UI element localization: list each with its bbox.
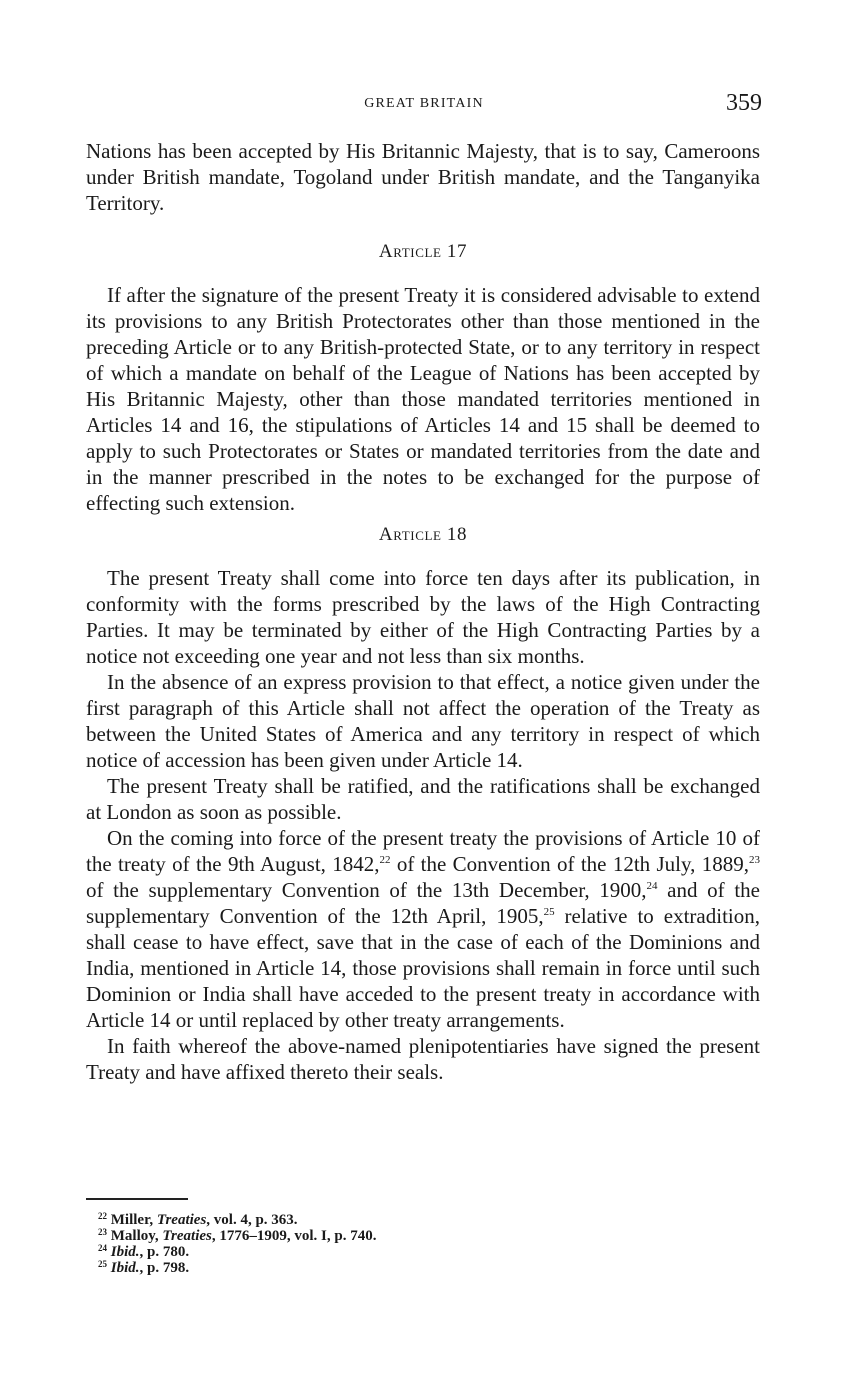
article-18-paragraph-1: The present Treaty shall come into force ten days after its publication, in conformity with the forms prescribed by the laws of the High Contracting Parties. It may be terminated by either of the High Contracting Parties by a notice not exceeding one year and not less than six months.: [86, 566, 760, 668]
paragraph-4-text: of the supplementary Convention of the 13th December, 1900,: [86, 878, 647, 902]
article-18-paragraph-5: In faith whereof the above-named plenipotentiaries have signed the present Treaty and have affixed thereto their seals.: [86, 1034, 760, 1084]
footnote-ref-23: 23: [749, 854, 760, 866]
paragraph-4-text: relative to extradition, shall cease to have effect, save that in the case of each of the Dominions and India, mentioned in Article 14, those provisions shall remain in force until such Dominion or India shall have acceded to the present treaty in accordance with Article 14 or until replaced by other treaty arrangements.: [86, 904, 760, 1032]
footnote-divider: [86, 1198, 188, 1200]
running-head: [86, 90, 762, 118]
footnote-citation: , p. 780.: [139, 1244, 190, 1260]
footnote-ref-22: 22: [379, 854, 391, 866]
footnote-25: [98, 1260, 376, 1276]
footnote-23: [98, 1228, 376, 1244]
article-18-heading: Article 18: [378, 524, 468, 545]
footnote-ref-24: 24: [646, 880, 658, 892]
footnote-citation: , 1776–1909, vol. I, p. 740.: [211, 1228, 377, 1244]
article-18-paragraph-2: In the absence of an express provision to that effect, a notice given under the first paragraph of this Article shall not affect the operation of the Treaty as between the United States of America and any territory in respect of which notice of accession has been given under Article 14.: [86, 670, 760, 772]
footnote-citation: , vol. 4, p. 363.: [206, 1212, 298, 1228]
footnote-title: Ibid.: [110, 1260, 140, 1276]
footnote-number: 25: [98, 1259, 107, 1269]
footnote-number: 24: [98, 1243, 107, 1253]
article-18-paragraph-4: [86, 825, 760, 1033]
footnote-24: [98, 1244, 376, 1260]
footnote-author: Miller,: [110, 1212, 157, 1228]
continuation-paragraph: Nations has been accepted by His Britannic Majesty, that is to say, Cameroons under British mandate, Togoland under British mandate, and the Tanganyika Territory.: [86, 139, 760, 215]
footnote-ref-25: 25: [543, 906, 555, 918]
footnote-title: Treaties: [162, 1228, 212, 1244]
article-18-paragraph-3: The present Treaty shall be ratified, and the ratifications shall be exchanged at London as soon as possible.: [86, 774, 760, 824]
footnote-title: Ibid.: [110, 1244, 140, 1260]
footnotes: [98, 1212, 376, 1276]
footnote-author: Malloy,: [110, 1228, 163, 1244]
paragraph-4-text: and of the supplementary Convention of the 12th April, 1905,: [86, 878, 760, 928]
footnote-22: [98, 1212, 376, 1228]
body-text: [86, 138, 760, 1085]
footnote-number: 23: [98, 1227, 107, 1237]
footnote-number: 22: [98, 1211, 107, 1221]
paragraph-4-text: of the Convention of the 12th July, 1889,: [390, 852, 749, 876]
footnote-citation: , p. 798.: [139, 1260, 190, 1276]
article-17-paragraph: If after the signature of the present Treaty it is considered advisable to extend its provisions to any British Protectorates other than those mentioned in the preceding Article or to any British-protected State, or to any territory in respect of which a mandate on behalf of the League of Nations has been accepted by His Britannic Majesty, other than those mandated territories mentioned in Articles 14 and 16, the stipulations of Articles 14 and 15 shall be deemed to apply to such Protectorates or States or mandated territories from the date and in the manner prescribed in the notes to be exchanged for the purpose of effecting such extension.: [86, 283, 760, 515]
page-number: 359: [726, 90, 762, 116]
footnote-title: Treaties: [156, 1212, 207, 1228]
paragraph-4-text: On the coming into force of the present treaty the provisions of Article 10 of the treaty of the 9th August, 1842,: [86, 826, 760, 876]
article-17-heading: Article 17: [378, 241, 468, 262]
running-title: GREAT BRITAIN: [364, 96, 484, 111]
